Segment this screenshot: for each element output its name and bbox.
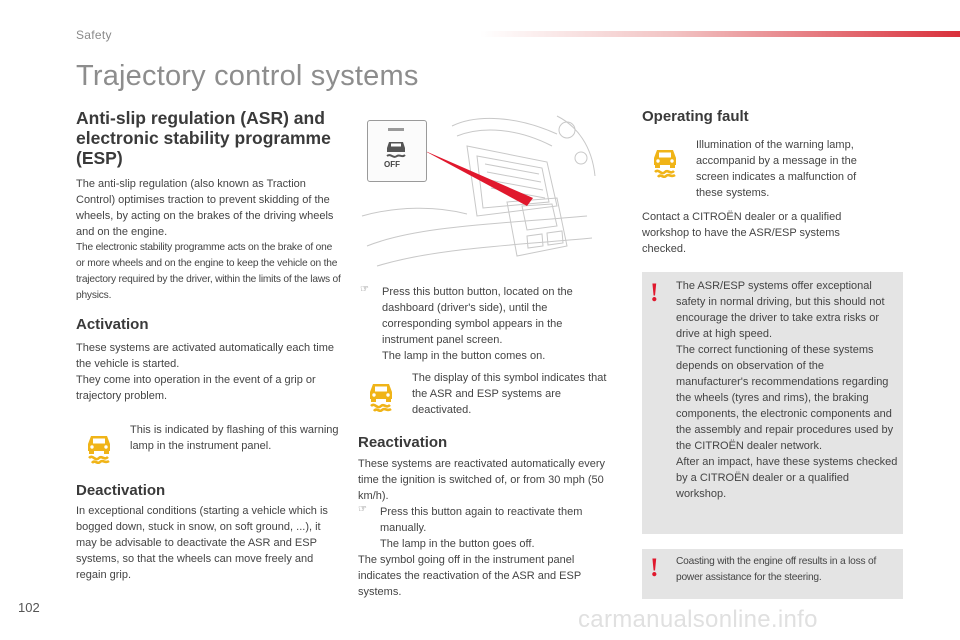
bullet-marker: ☞	[358, 504, 367, 515]
watermark-text: carmanualsonline.info	[578, 606, 818, 633]
safety-warning-text: The ASR/ESP systems offer exceptional safety in normal driving, but this should not encourage the driver to take extra risks or drive at high speed. The correct functioning of these systems depends on observation of the manufacturer's recommendations regarding the wheels (tyres and rims), the braking components, the electronic components and the assembly and repair procedures used by the CITROËN dealer network. After an impact, have these systems checked by a CITROËN dealer or a qualified workshop.	[676, 280, 898, 500]
reactivation-heading: Reactivation	[358, 434, 448, 451]
esp-off-button[interactable]	[367, 120, 427, 182]
asr-intro-text: The anti-slip regulation (also known as Traction Control) optimises traction to prevent skidding of the wheels, by acting on the brakes of the driving wheels and on the engine.	[76, 178, 334, 238]
warning-exclamation-icon: !	[650, 278, 659, 307]
activation-heading: Activation	[76, 316, 149, 333]
asr-esp-heading: Anti-slip regulation (ASR) and electronic stability programme (ESP)	[76, 108, 331, 168]
dashboard-illustration	[357, 106, 597, 276]
safety-warning-box	[642, 272, 903, 534]
lamp-flash-text: This is indicated by flashing of this warning lamp in the instrument panel.	[130, 424, 339, 452]
deactivation-heading: Deactivation	[76, 482, 166, 499]
symbol-off-text: The symbol going off in the instrument panel indicates the reactivation of the ASR and ESP systems.	[358, 554, 581, 598]
deactivation-text: In exceptional conditions (starting a vehicle which is bogged down, stuck in snow, on soft ground, ...), it may be advisable to deactivate the ASR and ESP systems, so that the wheels can move freely and regain grip.	[76, 505, 328, 581]
bullet-marker: ☞	[360, 284, 369, 295]
symbol-deactivated-text: The display of this symbol indicates that the ASR and ESP systems are deactivated.	[412, 372, 607, 416]
header-accent-bar	[480, 31, 960, 37]
press-button-instruction: ☞ Press this button button, located on the dashboard (driver's side), until the corresponding symbol appears in the instrument panel screen. The lamp in the button comes on.	[360, 284, 573, 362]
esp-off-display-icon	[368, 378, 394, 417]
section-label: Safety	[76, 28, 112, 42]
press-again-instruction: ☞ Press this button again to reactivate them manually. The lamp in the button goes off.	[358, 504, 583, 550]
warning-exclamation-icon: !	[650, 553, 659, 582]
reactivation-text: These systems are reactivated automatically every time the ignition is switched of, or from 30 mph (50 km/h).	[358, 458, 605, 502]
activation-text: These systems are activated automatically each time the vehicle is started. They come into operation in the event of a grip or trajectory problem.	[76, 342, 335, 402]
contact-dealer-text: Contact a CITROËN dealer or a qualified workshop to have the ASR/ESP systems checked.	[642, 211, 842, 255]
button-led-indicator	[388, 128, 404, 131]
page-title: Trajectory control systems	[76, 60, 419, 92]
fault-lamp-text: Illumination of the warning lamp, accompanid by a message in the screen indicates a malfunction of these systems.	[696, 139, 857, 199]
page-number: 102	[18, 600, 40, 615]
esp-description-text: The electronic stability programme acts on the brake of one or more wheels and on the engine to keep the vehicle on the trajectory required by the driver, within the limits of the laws of physics.	[76, 242, 341, 301]
esp-warning-lamp-icon	[86, 430, 112, 469]
fault-warning-lamp-icon	[652, 144, 678, 183]
operating-fault-heading: Operating fault	[642, 108, 749, 125]
coasting-warning-text: Coasting with the engine off results in a loss of power assistance for the steering.	[676, 556, 877, 583]
esp-off-symbol-icon	[384, 139, 408, 159]
coasting-warning-box	[642, 549, 903, 599]
button-off-label: OFF	[384, 160, 400, 169]
